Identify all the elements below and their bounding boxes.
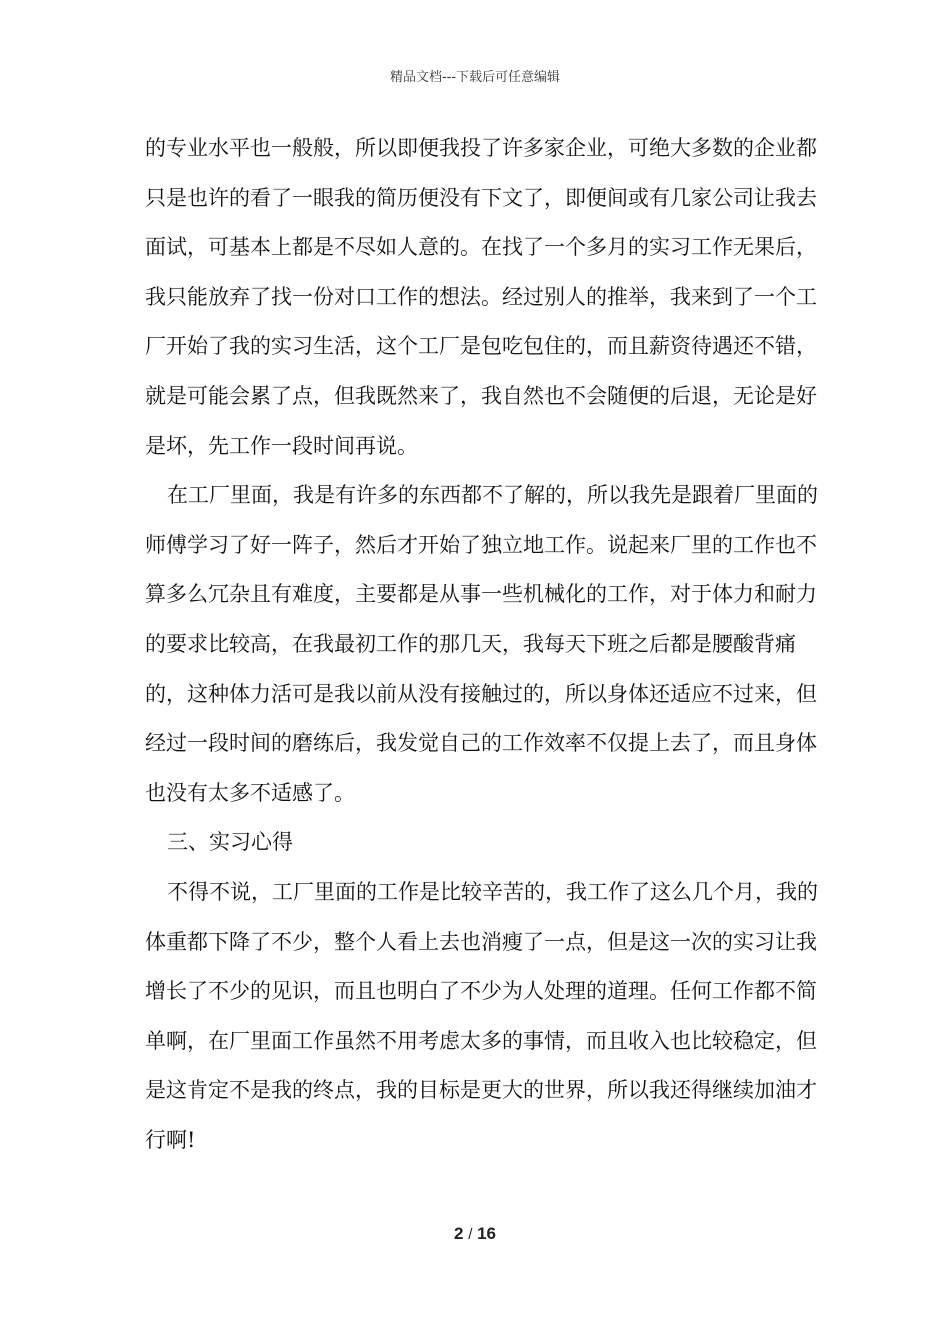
section-heading: 三、实习心得 [167, 830, 293, 855]
total-pages: 16 [477, 1224, 497, 1243]
page-header: 精品文档---下载后可任意编辑 [389, 70, 561, 85]
paragraph-reflection: 不得不说，工厂里面的工作是比较辛苦的，我工作了这么几个月，我的体重都下降了不少，整个人看上去也消瘦了一点，但是这一次的实习让我增长了不少的见识，而且也明白了不少为人处理的道理。任何工作都不简单啊，在厂里面工作虽然不用考虑太多的事情，而且收入也比较稳定，但是这肯定不是我的终点，我的目标是更大的世界，所以我还得继续加油才行啊! [145, 879, 818, 1152]
paragraph-factory-work: 在工厂里面，我是有许多的东西都不了解的，所以我先是跟着厂里面的师傅学习了好一阵子，然后才开始了独立地工作。说起来厂里的工作也不算多么冗杂且有难度，主要都是从事一些机械化的工作，对于体力和耐力的要求比较高，在我最初工作的那几天，我每天下班之后都是腰酸背痛的，这种体力活可是我以前从没有接触过的，所以身体还适应不过来，但经过一段时间的磨练后，我发觉自己的工作效率不仅提上去了，而且身体也没有太多不适感了。 [145, 483, 818, 805]
page-separator: / [468, 1226, 473, 1243]
current-page: 2 [453, 1224, 464, 1243]
paragraph-continuation: 的专业水平也一般般，所以即便我投了许多家企业，可绝大多数的企业都只是也许的看了一眼我的简历便没有下文了，即便间或有几家公司让我去面试，可基本上都是不尽如人意的。在找了一个多月的实习工作无果后，我只能放弃了找一份对口工作的想法。经过别人的推举，我来到了一个工厂开始了我的实习生活，这个工厂是包吃包住的，而且薪资待遇还不错，就是可能会累了点，但我既然来了，我自然也不会随便的后退，无论是好是坏，先工作一段时间再说。 [145, 136, 817, 458]
page-number [0, 1224, 950, 1244]
document-body [145, 124, 835, 1165]
